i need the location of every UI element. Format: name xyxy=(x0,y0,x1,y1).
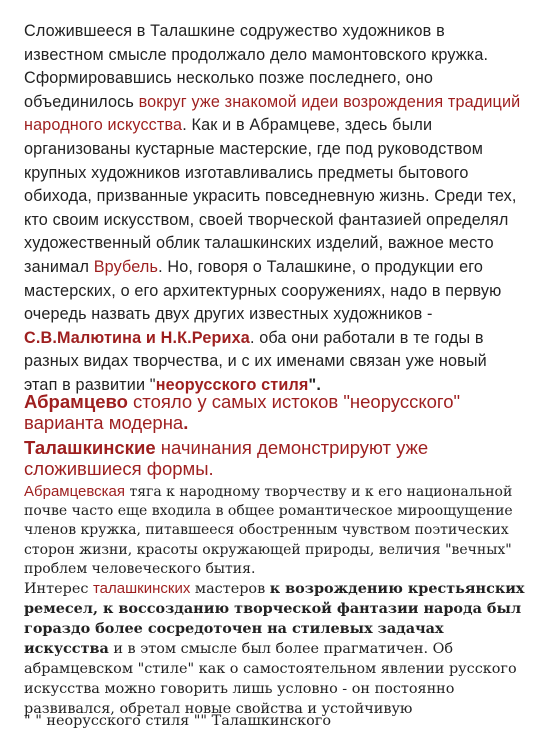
cut-off-line: " " неорусского стиля "" Талашкинского xyxy=(24,713,331,729)
highlight-vrubel: Врубель xyxy=(93,257,159,276)
intro-paragraph xyxy=(24,20,524,398)
heading-abramtsevo xyxy=(24,391,524,433)
text-span: Сложившееся в Талашкине содружество художников в известном смысле продолжало дело мамонтовского кружка. Сформировавшись несколько позже последнего, оно объединилось xyxy=(24,22,489,111)
abramtsevo-paragraph xyxy=(24,482,524,579)
highlight-talashkino: талашкинских xyxy=(92,580,191,597)
highlight-artists-names: С.В.Малютина и Н.К.Рериха xyxy=(24,328,250,347)
heading-text: . xyxy=(183,412,189,433)
text-span: . оба они работали в те годы в разных видах творчества, и с их именами связан уже новый этап в развитии " xyxy=(24,328,487,394)
highlight-abramtsevo: Абрамцевская xyxy=(24,483,126,500)
text-span: тяга к народному творчеству и к его национальной почве часто еще входила в общее романтическое мироощущение членов кружка, питавшееся обостренным чувством поэтических сторон жизни, красоты окружающей природы, величия "вечных" проблем человеческого бытия. xyxy=(24,484,513,577)
text-span: и в этом смысле был более прагматичен. Об абрамцевском "стиле" как о самостоятельном явлении русского искусства можно говорить лишь условно - он постоянно развивался, обретал новые свойства и устойчивую xyxy=(24,641,517,717)
text-span: Интерес xyxy=(24,581,93,597)
highlight-crafts-revival: к возрождению крестьянских ремесел, к воссозданию творческой фантазии народа был гораздо более сосредоточен на стилевых задачах искусства xyxy=(24,580,525,657)
text-span: . Но, говоря о Талашкине, о продукции его мастерских, о его архитектурных сооружениях, надо в первую очередь назвать двух других известных художников - xyxy=(24,257,502,324)
highlight-revival-idea: вокруг уже знакомой идеи возрождения традиций народного искусства xyxy=(24,92,521,135)
heading-text: стояло у самых истоков "неорусского" варианта модерна xyxy=(24,391,461,433)
heading-keyword: Абрамцево xyxy=(24,391,128,412)
highlight-neorussian-style: неорусского стиля xyxy=(155,375,309,394)
heading-text: начинания демонстрируют уже сложившиеся формы. xyxy=(24,437,429,479)
text-span: ". xyxy=(308,375,321,394)
heading-talashkino xyxy=(24,437,524,479)
text-span: мастеров xyxy=(190,581,270,597)
text-span: . Как и в Абрамцеве, здесь были организованы кустарные мастерские, где под руководством крупных художников изготавливались предметы бытового обихода, призванные украсить повседневную жизнь. Среди тех, кто своим искусством, своей творческой фантазией определял художественный облик талашкинских изделий, важное место занимал xyxy=(24,116,517,276)
heading-keyword: Талашкинские xyxy=(24,437,156,458)
